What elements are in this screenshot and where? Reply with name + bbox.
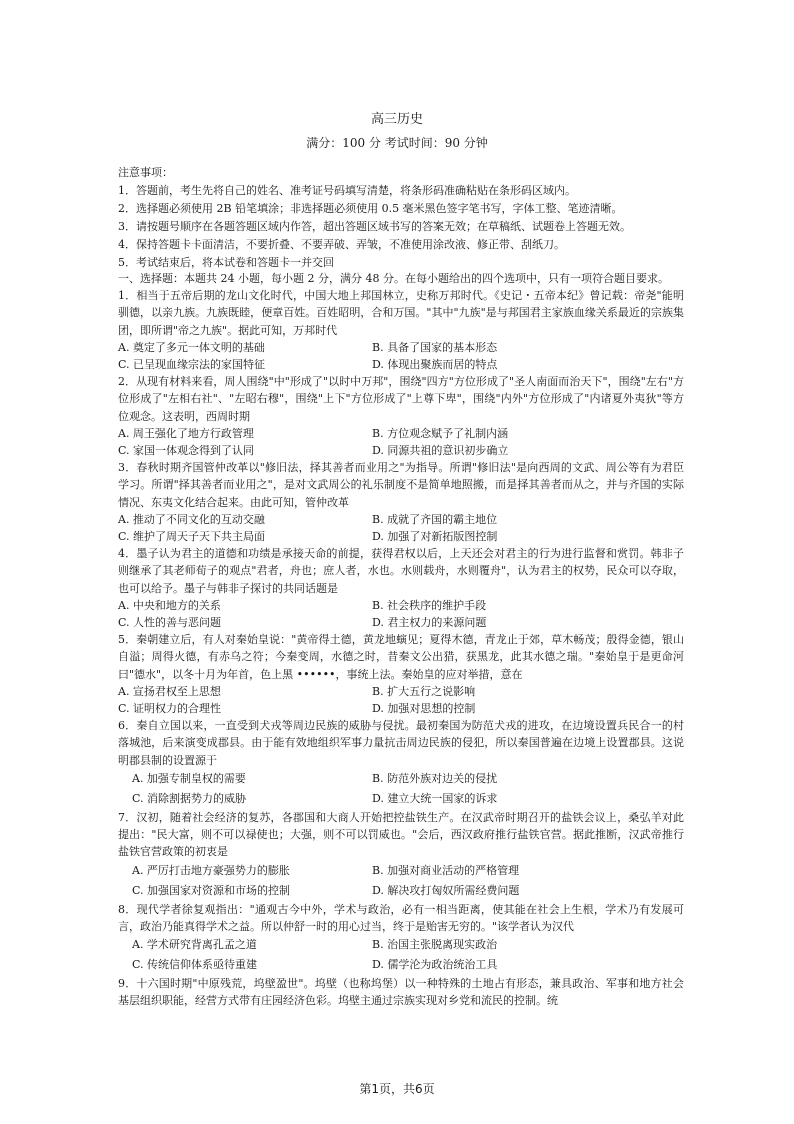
notes-section bbox=[118, 164, 684, 272]
option-b: B. 防范外族对边关的侵扰 bbox=[372, 771, 498, 785]
option-c: C. 加强国家对资源和市场的控制 bbox=[132, 883, 291, 897]
question-options bbox=[118, 511, 684, 545]
option-b: B. 具备了国家的基本形态 bbox=[372, 340, 498, 354]
option-c: C. 证明权力的合理性 bbox=[118, 702, 222, 716]
question-options bbox=[118, 683, 684, 717]
note-item: 2．选择题必须使用 2B 铅笔填涂；非选择题必须使用 0.5 毫米黑色签字笔书写，字体工整、笔迹清晰。 bbox=[118, 202, 623, 215]
option-a: A. 严厉打击地方豪强势力的膨胀 bbox=[132, 863, 290, 877]
option-b: B. 治国主张脱离现实政治 bbox=[372, 937, 498, 951]
question-2 bbox=[118, 373, 684, 459]
question-text: 6．秦自立国以来，一直受到犬戎等周边民族的威胁与侵扰。最初秦国为防范犬戎的进攻，在边境设置兵民合一的村落城池，后来演变成郡县。由于能有效地组织军事力量抗击周边民族的侵犯，所以秦国普遍在边境上设置郡县。这说明郡县制的设置源于 bbox=[118, 719, 684, 767]
question-text: 9．十六国时期"中原残荒，坞壁盈世"。坞壁（也称坞堡）以一种特殊的土地占有形态，兼具政治、军事和地方社会基层组织职能，经营方式带有庄园经济色彩。坞壁主通过宗族实现对乡党和流民的控制。统 bbox=[118, 976, 684, 1008]
option-a: A. 中央和地方的关系 bbox=[118, 598, 221, 612]
question-3 bbox=[118, 459, 684, 545]
option-d: D. 加强对思想的控制 bbox=[372, 702, 476, 716]
question-options bbox=[118, 425, 684, 459]
questions-content bbox=[118, 270, 684, 1009]
option-d: D. 儒学沦为政治统治工具 bbox=[372, 957, 498, 971]
option-d: D. 建立大统一国家的诉求 bbox=[372, 791, 498, 805]
option-b: B. 方位观念赋予了礼制内涵 bbox=[372, 426, 509, 440]
option-a: A. 学术研究背离孔孟之道 bbox=[132, 937, 257, 951]
exam-title: 高三历史 bbox=[370, 112, 423, 127]
option-b: B. 扩大五行之说影响 bbox=[372, 684, 476, 698]
question-5 bbox=[118, 631, 684, 717]
option-c: C. 维护了周天子天下共主局面 bbox=[118, 530, 266, 544]
option-a: A. 加强专制皇权的需要 bbox=[132, 771, 246, 785]
option-c: C. 传统信仰体系亟待重建 bbox=[132, 957, 258, 971]
question-text: 8．现代学者徐复观指出："通观古今中外，学术与政治，必有一相当距离，使其能在社会上生根，学术乃有发展可言，政治乃能真得学术之益。所以仲舒一时的用心过当，终于是贻害无穷的。"该学者认为汉代 bbox=[118, 902, 684, 933]
option-a: A. 周王强化了地方行政管理 bbox=[118, 426, 254, 440]
option-c: C. 人性的善与恶问题 bbox=[118, 616, 222, 630]
option-c: C. 已呈现血缘宗法的家国特征 bbox=[118, 358, 266, 372]
option-a: A. 推动了不同文化的互动交融 bbox=[118, 512, 265, 526]
question-4 bbox=[118, 545, 684, 631]
note-item: 3．请按题号顺序在各题答题区域内作答，超出答题区域书写的答案无效；在草稿纸、试题卷上答题无效。 bbox=[118, 220, 631, 233]
question-options bbox=[118, 597, 684, 631]
question-text: 5．秦朝建立后，有人对秦始皇说："黄帝得土德，黄龙地螾见；夏得木德，青龙止于郊，草木畅茂；殷得金德，银山自溢；周得火德，有赤乌之符；今秦变周，水德之时，昔秦文公出猎，获黑龙，此其水德之瑞。"秦始皇于是更命河曰"德水"，以冬十月为年首，色上黑 ••••••，事统上法。秦始皇的应对举措，意在 bbox=[118, 633, 684, 681]
page-number: 第1页，共6页 bbox=[359, 1082, 435, 1096]
option-c: C. 家国一体观念得到了认同 bbox=[118, 444, 255, 458]
option-d: D. 体现出聚族而居的特点 bbox=[372, 358, 498, 372]
question-options bbox=[118, 861, 684, 901]
question-text: 2．从现有材料来看，周人围绕"中"形成了"以时中万邦"，围绕"四方"方位形成了"圣人南面而治天下"，围绕"左右"方位形成了"左相右社"、"左昭右穆"，围绕"上下"方位形成了"上尊下卑"，围绕"内外"方位形成了"内诸夏外夷狄"等方位观念。这表明，西周时期 bbox=[118, 375, 684, 423]
note-item: 1．答题前，考生先将自己的姓名、准考证号码填写清楚，将条形码准确粘贴在条形码区域内。 bbox=[118, 184, 576, 197]
question-1 bbox=[118, 287, 684, 373]
question-text: 3．春秋时期齐国管仲改革以"修旧法，择其善者而业用之"为指导。所谓"修旧法"是向西周的文武、周公等有为君臣学习。所谓"择其善者而业用之"，是对文武周公的礼乐制度不是简单地照搬，而是择其善者而从之，并与齐国的实际情况、东夷文化结合起来。由此可知，管仲改革 bbox=[118, 461, 684, 509]
question-8 bbox=[118, 901, 684, 975]
option-d: D. 加强了对新拓版图控制 bbox=[372, 530, 498, 544]
question-text: 7．汉初，随着社会经济的复苏，各郡国和大商人开始把控盐铁生产。在汉武帝时期召开的盐铁会议上，桑弘羊对此提出："民大富，则不可以禄使也；大强，则不可以罚威也。"会后，西汉政府推行盐铁官营。据此推断，汉武帝推行盐铁官营政策的初衷是 bbox=[118, 810, 684, 859]
note-item: 5．考试结束后，将本试卷和答题卡一并交回 bbox=[118, 256, 334, 269]
question-7 bbox=[118, 809, 684, 901]
option-a: A. 宣扬君权至上思想 bbox=[118, 684, 221, 698]
question-options bbox=[118, 339, 684, 373]
option-b: B. 成就了齐国的霸主地位 bbox=[372, 512, 498, 526]
question-options bbox=[118, 935, 684, 975]
question-text: 1．相当于五帝后期的龙山文化时代，中国大地上邦国林立，史称万邦时代。《史记・五帝本纪》曾记载：帝尧"能明驯德，以亲九族。九族既睦，便章百姓。百姓昭明，合和万国。"其中"九族"是与邦国君主家族血缘关系最近的宗族集团，即所谓"帝之九族"。据此可知，万邦时代 bbox=[118, 289, 684, 337]
question-6 bbox=[118, 717, 684, 809]
option-d: D. 解决攻打匈奴所需经费问题 bbox=[372, 883, 520, 897]
exam-subtitle: 满分：100 分 考试时间：90 分钟 bbox=[306, 136, 488, 150]
question-text: 4．墨子认为君主的道德和功绩是承接天命的前提，获得君权以后，上天还会对君主的行为进行监督和赏罚。韩非子则继承了其老师荀子的观点"君者，舟也；庶人者，水也。水则载舟，水则覆舟"，认为君主的权势，民众可以夺取，也可以给予。墨子与韩非子探讨的共同话题是 bbox=[118, 547, 684, 595]
question-9 bbox=[118, 975, 684, 1009]
option-b: B. 加强对商业活动的严格管理 bbox=[372, 863, 520, 877]
option-d: D. 君主权力的来源问题 bbox=[372, 616, 487, 630]
option-c: C. 消除割据势力的威胁 bbox=[132, 791, 247, 805]
option-d: D. 同源共祖的意识初步确立 bbox=[372, 444, 509, 458]
question-options bbox=[118, 769, 684, 809]
option-a: A. 奠定了多元一体文明的基础 bbox=[118, 340, 265, 354]
notes-heading: 注意事项： bbox=[118, 166, 173, 179]
section-heading: 一、选择题：本题共 24 小题，每小题 2 分，满分 48 分。在每小题给出的四个选项中，只有一项符合题目要求。 bbox=[118, 272, 669, 285]
option-b: B. 社会秩序的维护手段 bbox=[372, 598, 487, 612]
note-item: 4．保持答题卡卡面清洁，不要折叠、不要弄破、弄皱，不准使用涂改液、修正带、刮纸刀。 bbox=[118, 238, 565, 251]
